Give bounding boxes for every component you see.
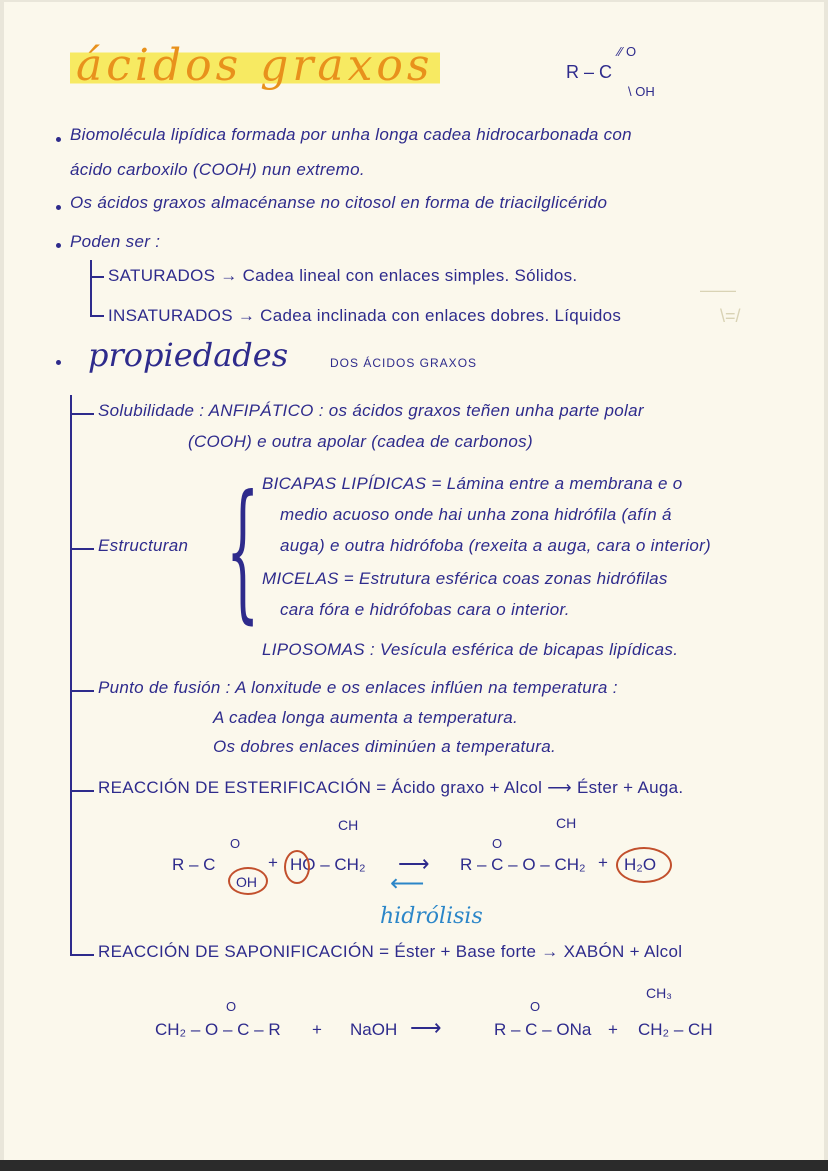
- chem-reactant: HO – CH₂: [290, 855, 366, 874]
- highlight-circle: [284, 850, 310, 884]
- tree-branch: [70, 954, 94, 956]
- tree-branch: [70, 413, 94, 415]
- type-saturados: SATURADOS → Cadea lineal con enlaces simples. Sólidos.: [108, 266, 578, 285]
- bullet-text: Os ácidos graxos almacénanse no citosol en forma de triacilglicérido: [70, 193, 608, 212]
- chem-plus: +: [608, 1020, 618, 1039]
- bullet-dot: [56, 137, 61, 142]
- estructura-text: BICAPAS LIPÍDICAS = Lámina entre a membrana e o: [262, 474, 683, 493]
- bullet-dot: [56, 205, 61, 210]
- solubilidade-text: (COOH) e outra apolar (cadea de carbonos): [188, 432, 533, 451]
- chem-ch: CH: [556, 815, 577, 831]
- solubilidade-text: Solubilidade : ANFIPÁTICO : os ácidos graxos teñen unha parte polar: [98, 401, 644, 420]
- chem-reactant: NaOH: [350, 1020, 398, 1039]
- tree-branch: [70, 548, 94, 550]
- hydrolysis-label: hidrólisis: [380, 904, 483, 929]
- estructuran-label: Estructuran: [98, 536, 189, 555]
- sketch-bent: \=/: [720, 306, 741, 326]
- punto-fusion-text: Punto de fusión : A lonxitude e os enlaces inflúen na temperatura :: [98, 678, 618, 697]
- section-subtitle: DOS ÁCIDOS GRAXOS: [330, 356, 478, 370]
- bullet-text: Biomolécula lipídica formada por unha longa cadea hidrocarbonada con: [70, 125, 632, 144]
- punto-fusion-text: Os dobres enlaces diminúen a temperatura.: [213, 737, 557, 756]
- estructura-text: auga) e outra hidrófoba (rexeita a auga, cara o interior): [280, 536, 712, 555]
- type-insaturados: INSATURADOS → Cadea inclinada con enlaces dobres. Líquidos: [108, 306, 622, 325]
- brace: {: [226, 464, 260, 638]
- chem-product: R – C – O – CH₂: [460, 855, 586, 874]
- chem-product: CH₂ – CH: [638, 1020, 713, 1039]
- chem-oh: OH: [236, 874, 257, 890]
- reverse-arrow: ⟵: [390, 870, 425, 897]
- estructura-text: medio acuoso onde hai unha zona hidrófila (afín á: [280, 505, 672, 524]
- highlight-circle: [616, 847, 672, 883]
- chem-product: R – C – ONa: [494, 1020, 592, 1039]
- tree-branch: [90, 315, 104, 317]
- bullet-dot: [56, 243, 61, 248]
- tree-branch: [90, 276, 104, 278]
- esterificacion-label: REACCIÓN DE ESTERIFICACIÓN = Ácido graxo + Alcol ⟶ Éster + Auga.: [98, 778, 684, 797]
- formula-main: R – C: [566, 62, 613, 82]
- highlight-circle: [228, 867, 268, 895]
- chem-ch3: CH₃: [646, 985, 672, 1001]
- chem-water: H₂O: [624, 855, 657, 874]
- chem-oxygen: O: [492, 836, 503, 851]
- tree-branch: [70, 790, 94, 792]
- saponificacion-label: REACCIÓN DE SAPONIFICACIÓN = Éster + Base forte → XABÓN + Alcol: [98, 942, 683, 961]
- sketch-line: ——: [700, 280, 736, 300]
- tree-line: [90, 260, 92, 316]
- reaction-arrow: ⟶: [398, 851, 430, 876]
- tree-branch: [70, 690, 94, 692]
- bullet-text: ácido carboxilo (COOH) nun extremo.: [70, 160, 365, 179]
- bullet-dot: [56, 360, 61, 365]
- header-formula: [566, 62, 612, 83]
- properties-tree-line: [70, 395, 72, 955]
- punto-fusion-text: A cadea longa aumenta a temperatura.: [213, 708, 519, 727]
- formula-double-bond-o: ⁄⁄ O: [618, 44, 637, 59]
- chem-oxygen: O: [530, 999, 541, 1014]
- estructura-text: MICELAS = Estrutura esférica coas zonas hidrófilas: [262, 569, 668, 588]
- page-title: ácidos graxos: [70, 40, 440, 91]
- reaction-arrow: ⟶: [410, 1015, 442, 1040]
- chem-reactant: R – C: [172, 855, 216, 874]
- estructura-text: LIPOSOMAS : Vesícula esférica de bicapas lipídicas.: [262, 640, 679, 659]
- estructura-text: cara fóra e hidrófobas cara o interior.: [280, 600, 570, 619]
- chem-plus: +: [598, 853, 608, 872]
- bullet-text: Poden ser :: [70, 232, 161, 251]
- formula-oh: \ OH: [628, 84, 655, 99]
- chem-plus: +: [268, 853, 278, 872]
- section-title: propiedades: [88, 336, 289, 374]
- chem-plus: +: [312, 1020, 322, 1039]
- page-edge: [0, 1160, 828, 1171]
- chem-ch: CH: [338, 817, 359, 833]
- chem-oxygen: O: [226, 999, 237, 1014]
- chem-reactant: CH₂ – O – C – R: [155, 1020, 281, 1039]
- chem-oxygen: O: [230, 836, 241, 851]
